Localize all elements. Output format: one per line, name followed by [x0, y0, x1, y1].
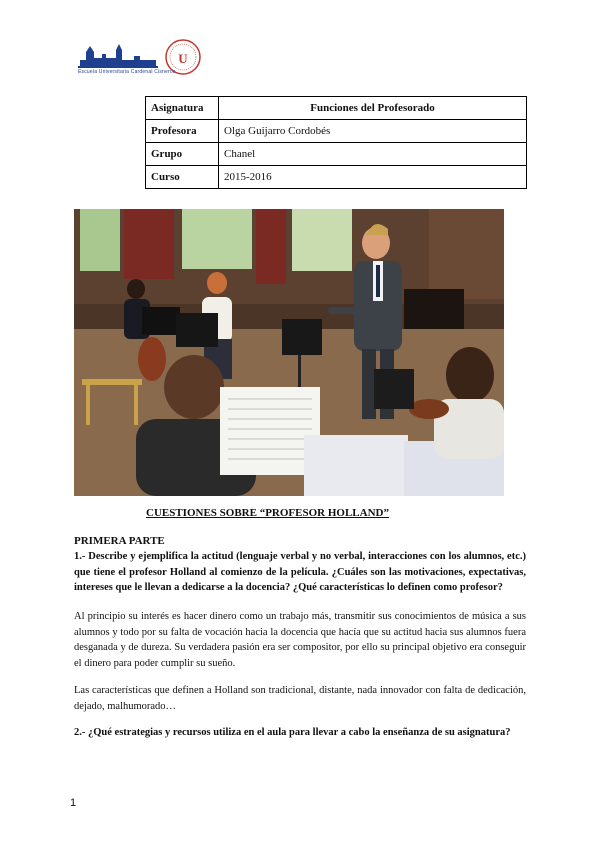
answer-1-paragraph-2: Las características que definen a Holland son tradicional, distante, nada innovador con falta de dedicación, dejado, malhumorado…	[74, 685, 526, 712]
svg-text:U: U	[178, 51, 188, 66]
group-value: Chanel	[219, 143, 527, 166]
question-2: 2.- ¿Qué estrategias y recursos utiliza en el aula para llevar a cabo la enseñanza de su asignatura?	[74, 727, 511, 738]
table-row	[146, 166, 527, 189]
year-label: Curso	[146, 166, 219, 189]
teacher-value: Olga Guijarro Cordobés	[219, 120, 527, 143]
orchestra-rehearsal-photo	[74, 209, 504, 496]
table-row	[146, 143, 527, 166]
course-info-table	[145, 96, 527, 189]
subject-label: Asignatura	[146, 97, 219, 120]
section-heading: CUESTIONES SOBRE “PROFESOR HOLLAND”	[146, 507, 389, 519]
part-title: PRIMERA PARTE	[74, 535, 165, 547]
university-logo-caption: Escuela Universitaria Cardenal Cisneros	[78, 69, 176, 75]
answer-1-paragraph-1: Al principio su interés es hacer dinero como un trabajo más, transmitir sus conocimientos de música a sus alumnos y todo por su falta de vocación hacia la docencia que hacía que su actitud hacia sus alumnos fuera desganada y de dureza. Su verdadera pasión era ser compositor, por ello su principal objetivo era conseguir el dinero para poder cumplir su sueño.	[74, 611, 526, 669]
table-row	[146, 120, 527, 143]
group-label: Grupo	[146, 143, 219, 166]
teacher-label: Profesora	[146, 120, 219, 143]
year-value: 2015-2016	[219, 166, 527, 189]
table-row	[146, 97, 527, 120]
uis-seal-logo	[163, 38, 203, 76]
page-number: 1	[70, 797, 77, 809]
question-1: 1.- Describe y ejemplifica la actitud (lenguaje verbal y no verbal, interacciones con los alumnos, etc.) que tiene el profesor Holland al comienzo de la película. ¿Cuáles son las motivaciones, expectativas, intereses que le llevan a dedicarse a la docencia? ¿Qué características lo definen como profesor?	[74, 551, 526, 593]
subject-value: Funciones del Profesorado	[219, 97, 527, 120]
